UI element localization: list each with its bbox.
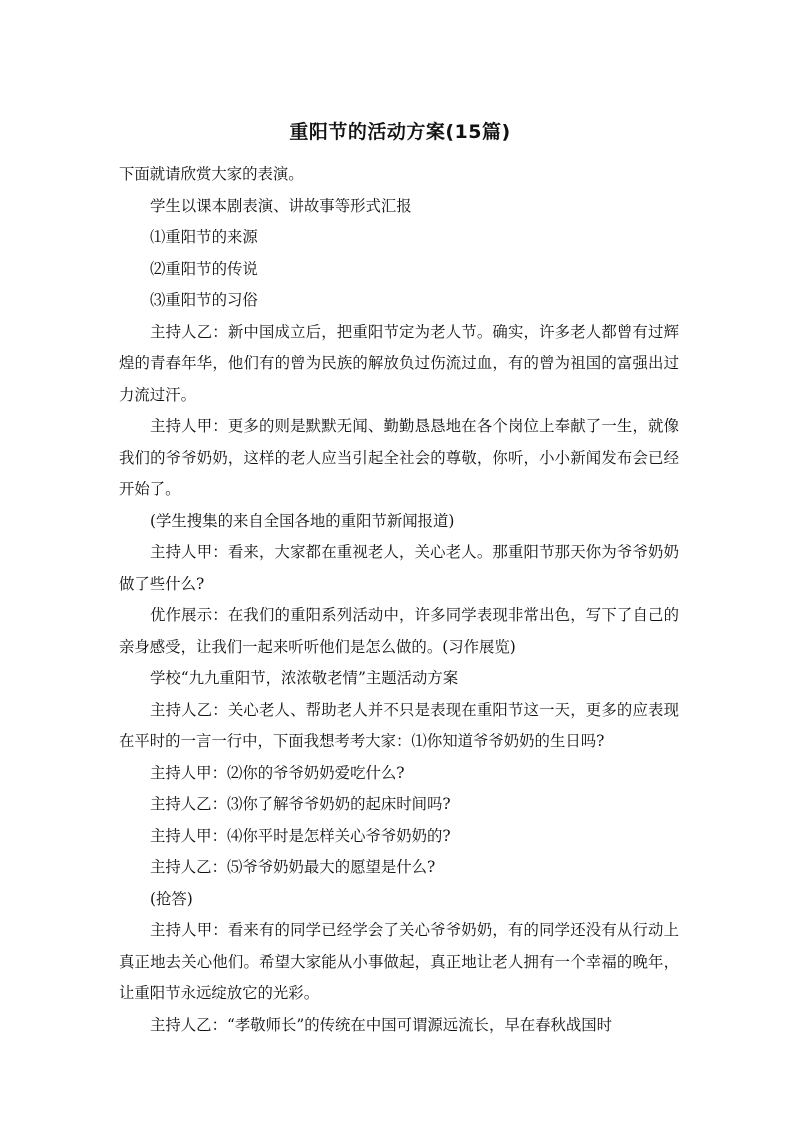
paragraph: 学校“九九重阳节，浓浓敬老情”主题活动方案 [150, 669, 459, 687]
paragraph: 优作展示：在我们的重阳系列活动中，许多同学表现非常出色，写下了自己的亲身感受，让我们一起来听听他们是怎么做的。(习作展览) [119, 606, 679, 656]
paragraph: ⑵重阳节的传说 [150, 259, 258, 278]
paragraph: 主持人甲：⑵你的爷爷奶奶爱吃什么? [150, 763, 405, 782]
paragraph: 主持人乙：⑶你了解爷爷奶奶的起床时间吗? [150, 795, 451, 813]
paragraph: 主持人甲：⑷你平时是怎样关心爷爷奶奶的? [150, 826, 451, 845]
paragraph: ⑶重阳节的习俗 [150, 291, 258, 309]
paragraph: 主持人甲：更多的则是默默无闻、勤勤恳恳地在各个岗位上奉献了一生，就像我们的爷爷奶奶，这样的老人应当引起全社会的尊敬，你听，小小新闻发布会已经开始了。 [119, 417, 679, 498]
document-body [119, 159, 679, 1041]
paragraph: 主持人乙：新中国成立后，把重阳节定为老人节。确实，许多老人都曾有过辉煌的青春年华，他们有的曾为民族的解放负过伤流过血，有的曾为祖国的富强出过力流过汗。 [119, 322, 679, 404]
paragraph: 主持人甲：看来，大家都在重视老人，关心老人。那重阳节那天你为爷爷奶奶做了些什么? [119, 543, 679, 593]
paragraph: 学生以课本剧表演、讲故事等形式汇报 [150, 196, 412, 215]
paragraph: ⑴重阳节的来源 [150, 228, 258, 246]
paragraph: 下面就请欣赏大家的表演。 [119, 165, 304, 183]
paragraph: (抢答) [150, 889, 193, 908]
paragraph: 主持人乙：关心老人、帮助老人并不只是表现在重阳节这一天，更多的应表现在平时的一言一行中，下面我想考考大家：⑴你知道爷爷奶奶的生日吗? [119, 700, 679, 750]
paragraph: 主持人甲：看来有的同学已经学会了关心爷爷奶奶，有的同学还没有从行动上真正地去关心他们。希望大家能从小事做起，真正地让老人拥有一个幸福的晚年，让重阳节永远绽放它的光彩。 [119, 921, 679, 1002]
paragraph: 主持人乙：⑸爷爷奶奶最大的愿望是什么? [150, 858, 436, 876]
document-title: 重阳节的活动方案(15篇) [289, 121, 511, 143]
paragraph: 主持人乙：“孝敬师长”的传统在中国可谓源远流长，早在春秋战国时 [150, 1015, 613, 1034]
paragraph: (学生搜集的来自全国各地的重阳节新闻报道) [150, 511, 455, 530]
